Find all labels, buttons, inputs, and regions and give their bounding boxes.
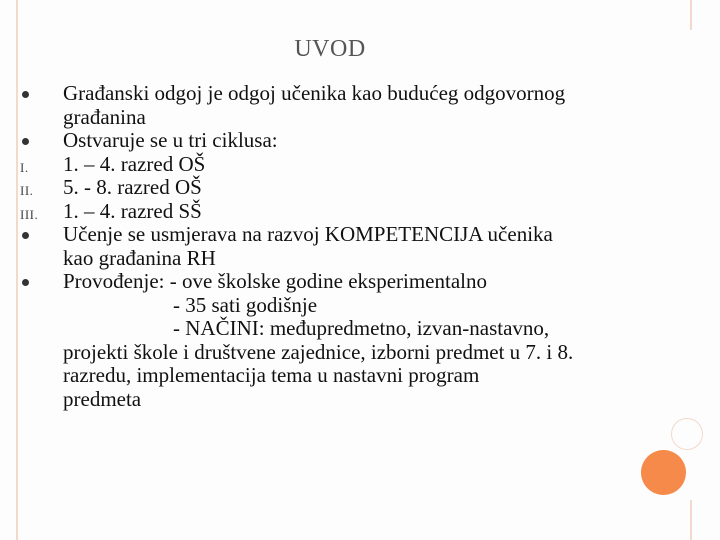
- roman-numeral: II.: [20, 183, 34, 198]
- roman-numeral: III.: [20, 206, 39, 222]
- decorative-circle-outline: [671, 418, 703, 450]
- item-line: - 35 sati godišnje: [173, 292, 318, 317]
- item-line: Građanski odgoj je odgoj učenika kao budućeg odgovornog: [63, 81, 566, 105]
- roman-numeral: I.: [20, 159, 29, 175]
- item-line: 1. – 4. razred SŠ: [63, 198, 202, 223]
- bullet-item: [18, 223, 718, 270]
- item-line: razredu, implementacija tema u nastavni program: [63, 363, 480, 387]
- item-line: 1. – 4. razred OŠ: [63, 151, 206, 176]
- item-line: Provođenje: - ove školske godine eksperimentalno: [63, 269, 487, 293]
- item-line: predmeta: [63, 386, 142, 411]
- item-line: projekti škole i društvene zajednice, izborni predmet u 7. i 8.: [63, 339, 574, 364]
- decorative-circle-orange: [641, 450, 686, 495]
- item-line: Učenje se usmjerava na razvoj KOMPETENCIJA učenika: [63, 222, 553, 246]
- bullet-dot-icon: [22, 232, 29, 239]
- bullet-dot-icon: [22, 279, 29, 286]
- bullet-item: [18, 82, 718, 129]
- bullet-dot-icon: [22, 91, 29, 98]
- frame-line-bottom-right: [690, 500, 692, 540]
- roman-item: [18, 153, 718, 177]
- frame-line-top-right: [690, 0, 692, 30]
- item-line: Ostvaruje se u tri ciklusa:: [63, 128, 278, 152]
- bullet-dot-icon: [22, 138, 29, 145]
- roman-item: [18, 176, 718, 200]
- slide-title: UVOD: [294, 36, 366, 62]
- roman-item: [18, 200, 718, 224]
- item-line: 5. - 8. razred OŠ: [63, 175, 202, 199]
- bullet-item: [18, 129, 718, 153]
- bullet-item: [18, 270, 718, 411]
- item-line: kao građanina RH: [63, 245, 216, 270]
- item-line: građanina: [63, 104, 146, 129]
- slide-content: [18, 82, 718, 411]
- item-line: - NAČINI: međupredmetno, izvan-nastavno,: [173, 316, 550, 340]
